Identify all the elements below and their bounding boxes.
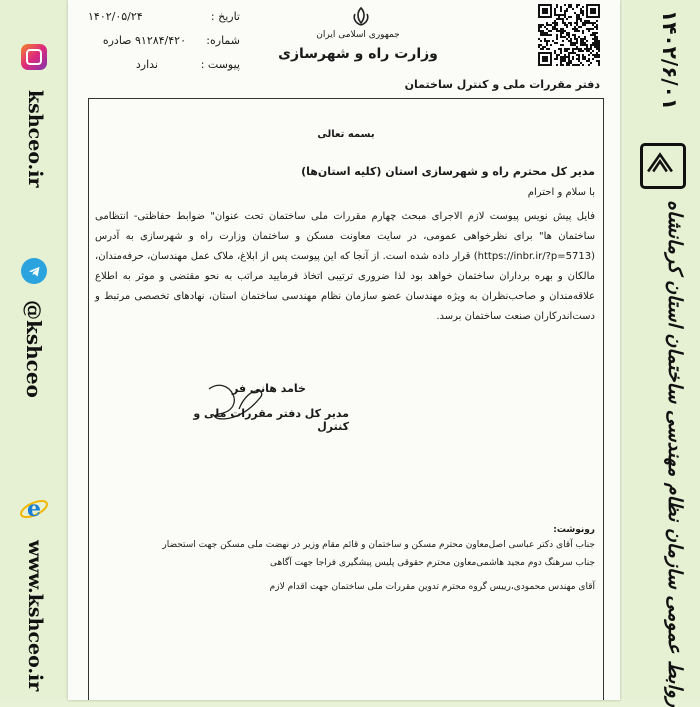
instagram-icon[interactable] [21, 44, 47, 70]
recipient: مدیر کل محترم راه و شهرسازی استان (کلیه استان‌ها) [301, 165, 595, 178]
cc-item-2: جناب سرهنگ دوم مجید هاشمی‌معاون محترم حقوقی پلیس پیشگیری فراجا جهت آگاهی [269, 558, 595, 568]
right-org-name: روابط عمومی سازمان نظام مهندسی ساختمان استان کرمانشاه [664, 200, 686, 707]
cc-list [89, 540, 595, 610]
emblem-icon [350, 6, 372, 28]
left-site-vertical[interactable]: kshceo.ir [24, 90, 46, 188]
basmala: بسمه تعالی [317, 129, 375, 140]
number-value: ۹۱۲۸۴/۴۲۰ صادره [102, 34, 186, 47]
telegram-icon[interactable] [21, 258, 47, 284]
cc-item-3: آقای مهندس محمودی،رییس گروه محترم تدوین مقررات ملی ساختمان جهت اقدام لازم [269, 582, 595, 592]
left-handle[interactable]: @kshceo [22, 300, 46, 398]
ministry-title: وزارت راه و شهرسازی [278, 46, 438, 62]
signer-title: مدیر کل دفتر مقررات ملی و کنترل [193, 407, 349, 433]
date-label: تاریخ : [210, 10, 240, 23]
attachment-label: پیوست : [200, 58, 240, 71]
number-label: شماره: [206, 34, 240, 47]
letter-content-box [88, 98, 604, 700]
attachment-value: ندارد [135, 58, 158, 71]
greeting: با سلام و احترام [527, 187, 595, 198]
left-url[interactable]: www.kshceo.ir [24, 540, 46, 692]
cc-item-1: جناب آقای دکتر عباسی اصل‌معاون محترم مسکن و ساختمان و قائم مقام وزیر در نهضت ملی مسکن جهت استحضار [162, 540, 595, 550]
signer-name: خامد هانی فر [232, 382, 306, 395]
right-org-strip [624, 0, 700, 707]
office-title: دفتر مقررات ملی و کنترل ساختمان [404, 78, 600, 91]
right-date: ۱۴۰۲/۶/۰۱ [658, 10, 682, 111]
internet-explorer-icon[interactable] [19, 494, 49, 524]
qr-code [538, 4, 600, 66]
svg-text:e: e [27, 496, 41, 522]
official-letter [68, 0, 620, 700]
org-logo-icon [640, 143, 686, 189]
cc-heading: رونوشت: [553, 525, 595, 535]
emblem-caption: جمهوری اسلامی ایران [316, 30, 400, 40]
left-social-strip [0, 0, 66, 700]
date-value: ۱۴۰۲/۰۵/۲۴ [88, 10, 143, 23]
letter-body: فایل پیش نویس پیوست لازم الاجرای مبحث چهارم مقررات ملی ساختمان تحت عنوان" ضوابط حفاظتی- انتظامی ساختمان ها" برای نظرخواهی عمومی، در سایت معاونت مسکن و ساختمان وزارت راه و شهرسازی به آدرس (https://inbr.ir/?p=5713) قرار داده شده است. از آنجا که این پیوست پس از ابلاغ، ملاک عمل مهندسان، حرفه‌مندان، مالکان و بهره برداران ساختمان خواهد بود لذا ضروری ترتیبی اتخاذ فرمایید مراتب به نحو مقتضی و موثر به اطلاع علاقه‌مندان و صاحب‌نظران به ویژه مهندسان عضو سازمان نظام مهندسی ساختمان استان، نهادهای تخصصی مرتبط و دست‌اندرکاران صنعت ساختمان برسد. [95, 211, 595, 322]
